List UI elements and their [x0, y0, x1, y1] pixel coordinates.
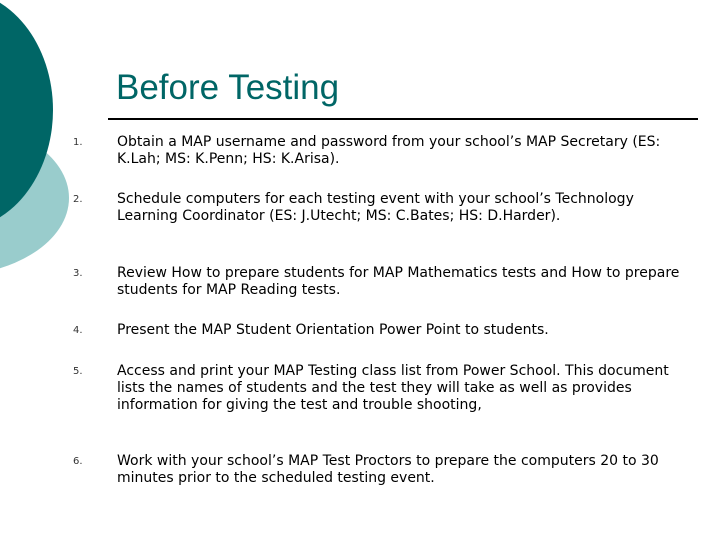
- slide-title: Before Testing: [116, 68, 340, 107]
- decorative-circles: [0, 0, 80, 290]
- item-number: 4.: [73, 325, 83, 336]
- item-number: 6.: [73, 456, 83, 467]
- item-text: Work with your school’s MAP Test Proctors to prepare the computers 20 to 30 minutes prior to the scheduled testing event.: [117, 453, 659, 486]
- title-divider: [108, 118, 698, 120]
- item-number: 3.: [73, 268, 83, 279]
- item-text: Review How to prepare students for MAP Mathematics tests and How to prepare students for MAP Reading tests.: [117, 265, 680, 298]
- item-text: Access and print your MAP Testing class list from Power School. This document lists the names of students and the test they will take as well as provides information for giving the test and trouble shooting,: [117, 363, 669, 413]
- item-number: 5.: [73, 366, 83, 377]
- item-number: 2.: [73, 194, 83, 205]
- item-text: Obtain a MAP username and password from your school’s MAP Secretary (ES: K.Lah; MS: K.Penn; HS: K.Arisa).: [117, 134, 661, 167]
- item-text: Present the MAP Student Orientation Power Point to students.: [117, 322, 549, 338]
- item-number: 1.: [73, 137, 83, 148]
- item-text: Schedule computers for each testing event with your school’s Technology Learning Coordinator (ES: J.Utecht; MS: C.Bates; HS: D.Harder).: [117, 191, 634, 224]
